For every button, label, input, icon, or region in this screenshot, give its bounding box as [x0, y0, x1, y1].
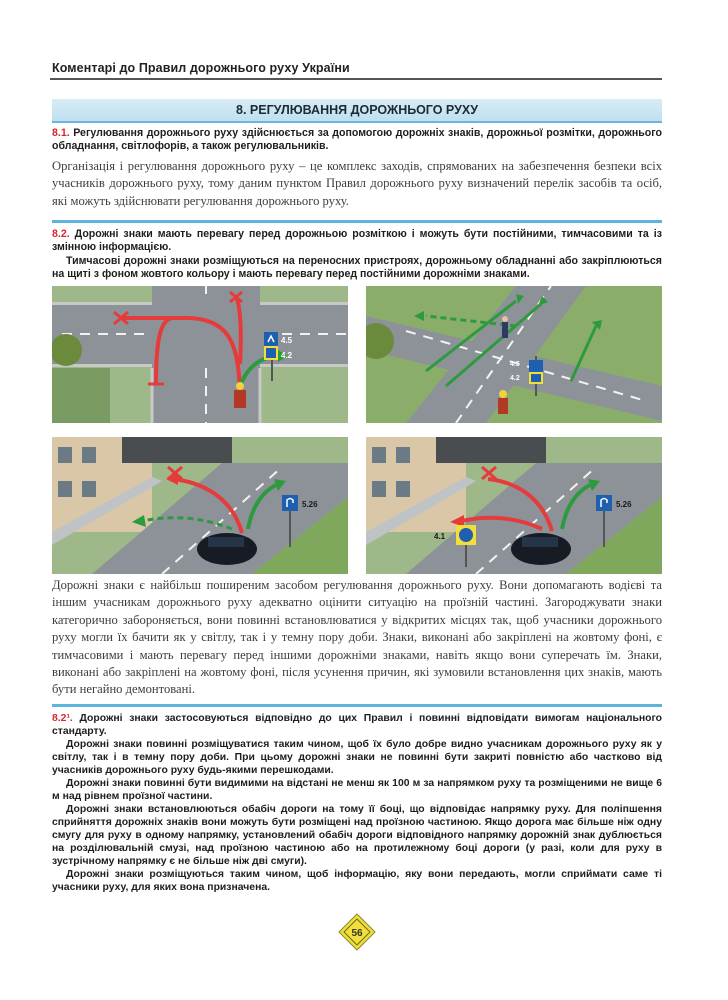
running-header: Коментарі до Правил дорожнього руху України: [52, 61, 350, 75]
page-number-diamond: [338, 913, 376, 951]
rule-number: 8.1.: [52, 127, 70, 139]
section-divider: [52, 220, 662, 223]
section-title-bar: [52, 99, 662, 123]
rule-text: Дорожні знаки застосовуються відповідно до цих Правил і повинні відповідати вимогам національного стандарту.: [52, 713, 662, 737]
rule-8-2-1: [52, 712, 662, 894]
rule-8-2: [52, 228, 662, 281]
rule-number: 8.2¹.: [52, 713, 73, 724]
illustration: [366, 286, 662, 423]
figure-road-car-sign-5-26: [52, 437, 348, 574]
illustration: [52, 286, 348, 423]
page-number: 56: [351, 928, 363, 939]
sign-label-4-5: 4.5: [281, 336, 293, 345]
sign-label-4-2: 4.2: [510, 375, 520, 382]
figure-road-car-temporary-sign: [366, 437, 662, 574]
sign-label-5-26: 5.26: [302, 500, 318, 509]
figure-intersection-left-turn: [52, 286, 348, 423]
figure-intersection-straight: [366, 286, 662, 423]
rule-text: Регулювання дорожнього руху здійснюється за допомогою дорожніх знаків, дорожньої розмітки, дорожнього обладнання, світлофорів, а також регулювальників.: [52, 127, 662, 153]
rule-paragraph-4: Дорожні знаки розміщуються таким чином, щоб інформацію, яку вони передають, могли сприймати саме ті учасники руху, для яких вона призначена.: [52, 869, 662, 893]
rule-text: Дорожні знаки мають перевагу перед дорожньою розміткою і можуть бути постійними, тимчасовими та із змінною інформацією.: [52, 228, 662, 254]
sign-label-4-5: 4.5: [510, 361, 520, 368]
rule-paragraph-1: Дорожні знаки повинні розміщуватися таким чином, щоб їх було добре видно учасникам дорожнього руху як у світлу, так і в темну пору доби. При цьому дорожні знаки не повинні бути закриті повністю або частково від учасників дорожнього руху будь-якими перешкодами.: [52, 739, 662, 776]
rule-8-1: [52, 127, 662, 154]
header-rule: [50, 78, 662, 80]
sign-label-5-26: 5.26: [616, 500, 632, 509]
rule-paragraph-3: Дорожні знаки встановлюються обабіч дороги на тому її боці, що відповідає напрямку руху. Для поліпшення сприйняття дорожніх знаків вони можуть бути розміщені над проїзною частиною. Якщо дорога має більше ніж одну смугу для руху в одному напрямку, установлений обабіч дороги відповідного напрямку дорожній знак дублюється на розділювальній смузі, над проїзною частиною або на протилежному боці дороги (у разі, коли для руху в зустрічному напрямку є не більше ніж дві смуги).: [52, 804, 662, 867]
sign-label-4-2: 4.2: [281, 351, 293, 360]
comment-8-2: Дорожні знаки є найбільш поширеним засобом регулювання дорожнього руху. Вони допомагають водієві та іншим учасникам дорожнього руху адекватно оцінити ситуацію на проїзній частині. Загороджувати знаки категорично забороняється, вони повинні встановлюватися у відкритих місцях так, щоб учасники дорожнього руху могли їх бачити як у світлу, так і у темну пору доби. Знаки, виконані або закріплені на жовтому фоні, є тимчасовими і мають перевагу перед іншими дорожніми знаками, навіть якщо вони суперечать їм. Знаки, виконані або закріплені на жовтому фоні, після усунення причин, які зумовили встановлення цих знаків, мають бути негайно демонтовані.: [52, 578, 662, 697]
rule-paragraph-2: Дорожні знаки повинні бути видимими на відстані не менш як 100 м за напрямком руху та розміщеними не вище 6 м над рівнем проїзної частини.: [52, 778, 662, 802]
rule-number: 8.2.: [52, 228, 70, 240]
section-title: 8. РЕГУЛЮВАННЯ ДОРОЖНЬОГО РУХУ: [236, 103, 478, 117]
illustration: [366, 437, 662, 574]
section-divider: [52, 704, 662, 707]
rule-subparagraph: Тимчасові дорожні знаки розміщуються на переносних пристроях, дорожньому обладнанні або закріплюються на щиті з фоном жовтого кольору і мають перевагу перед постійними дорожніми знаками.: [52, 254, 662, 280]
comment-8-1: Організація і регулювання дорожнього руху – це комплекс заходів, спрямованих на забезпечення безпеки всіх учасників дорожнього руху, тому даним пунктом Правил дорожнього руху визначений перелік засобів та осіб, які можуть здійснювати регулювання дорожнього руху.: [52, 159, 662, 208]
illustration: [52, 437, 348, 574]
page-number-badge: [338, 913, 376, 951]
sign-label-4-1: 4.1: [434, 532, 446, 541]
